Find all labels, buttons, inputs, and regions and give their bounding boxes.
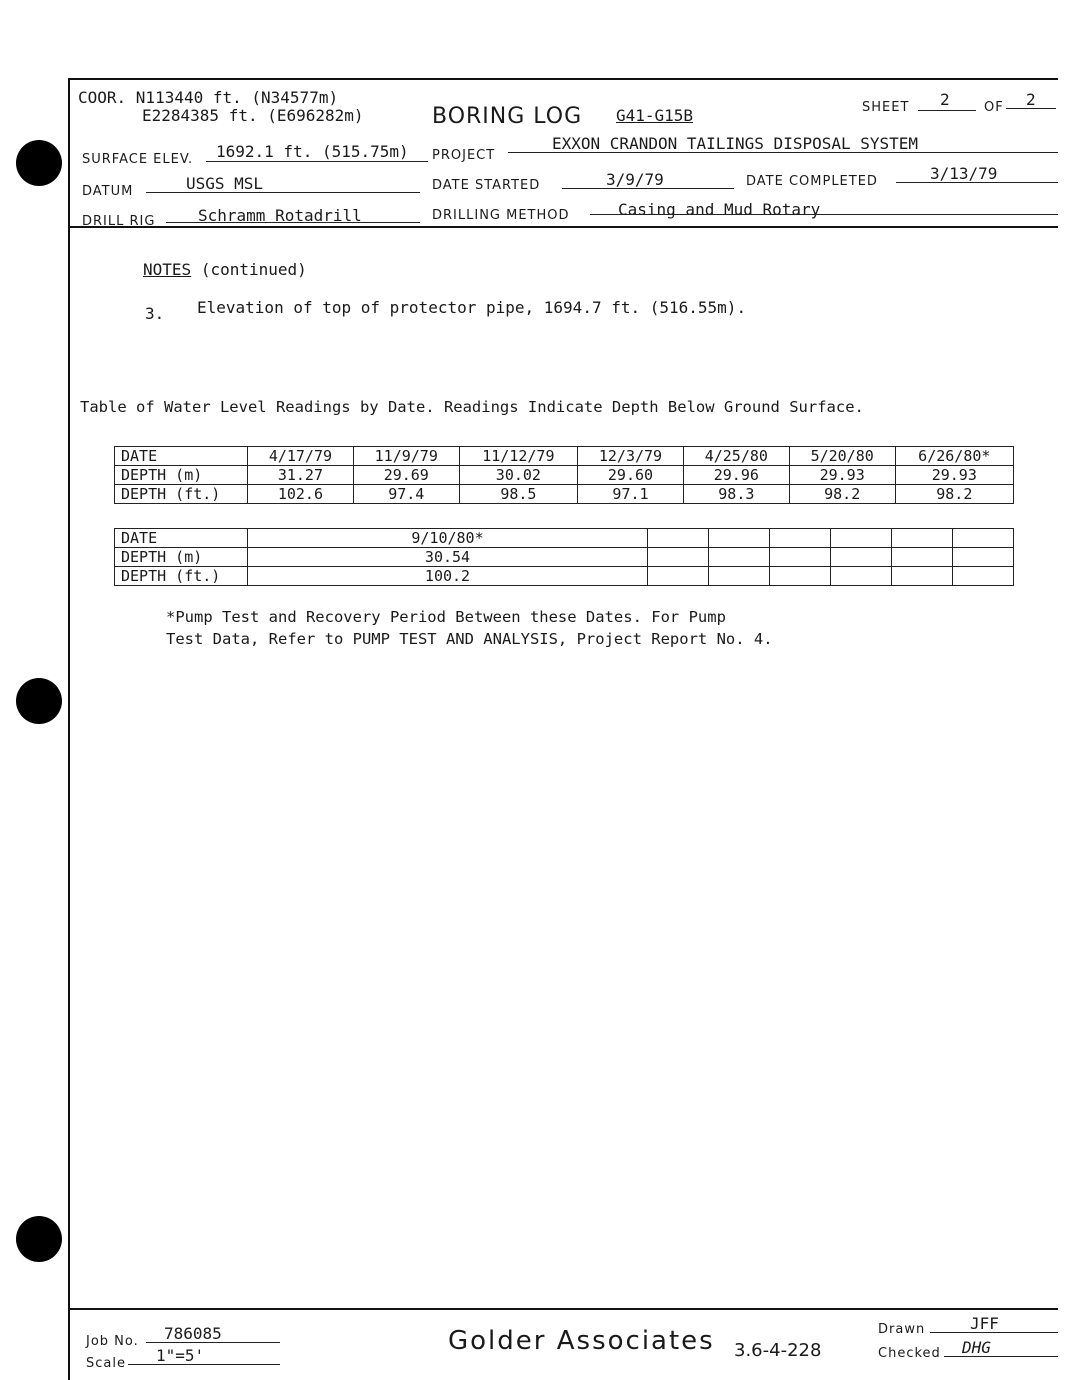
table-cell [648,548,709,567]
drawn-value: JFF [970,1314,999,1333]
table-cell: 4/17/79 [248,447,354,466]
table-cell [830,529,891,548]
table-cell: 98.2 [789,485,895,504]
header-divider [68,226,1058,228]
table-cell [891,529,952,548]
of-label: OF [984,100,1004,115]
table-cell [708,529,769,548]
table-cell [769,548,830,567]
table-cell: 30.54 [248,548,648,567]
table-cell: 11/12/79 [459,447,577,466]
date-started-label: DATE STARTED [432,178,541,193]
table-cell: 29.93 [789,466,895,485]
scale-label: Scale [86,1356,126,1371]
table-cell: 6/26/80* [895,447,1013,466]
table-cell [830,548,891,567]
table-cell: 29.93 [895,466,1013,485]
project-line [508,152,1058,153]
drill-rig-value: Schramm Rotadrill [198,206,362,225]
frame-left-border [68,78,70,1380]
sheet-number-line [918,110,976,111]
table-row [115,529,1014,548]
frame-top-border [68,78,1058,80]
document-reference: 3.6-4-228 [734,1340,822,1361]
datum-label: DATUM [82,184,134,199]
water-level-table-2 [114,528,1014,586]
drilling-method-line [590,214,1058,215]
drill-rig-line [166,222,420,223]
table-cell: DEPTH (m) [115,466,248,485]
table-cell: 4/25/80 [683,447,789,466]
project-value: EXXON CRANDON TAILINGS DISPOSAL SYSTEM [552,134,919,153]
table-cell: 97.4 [353,485,459,504]
job-number-line [146,1342,280,1343]
table-cell [769,567,830,586]
table-cell [648,567,709,586]
coordinates-line-2: E2284385 ft. (E696282m) [142,106,364,125]
footer-divider [68,1308,1058,1310]
table-row [115,466,1014,485]
boring-log-id: G41-G15B [616,106,694,125]
table-row [115,485,1014,504]
table-row [115,548,1014,567]
binder-hole-bottom [16,1216,62,1262]
checked-initials: DHG [962,1338,991,1357]
note-item-number: 3. [145,304,165,323]
table-cell: DEPTH (m) [115,548,248,567]
table-cell: 5/20/80 [789,447,895,466]
coordinates-line-1: COOR. N113440 ft. (N34577m) [78,88,339,107]
binder-hole-middle [16,678,62,724]
table-cell [891,548,952,567]
table-cell: 98.3 [683,485,789,504]
water-level-table-1 [114,446,1014,504]
table-row [115,567,1014,586]
date-started-line [562,188,734,189]
sheet-label: SHEET [862,100,910,115]
table-cell [952,529,1013,548]
table-cell [952,567,1013,586]
sheet-total-line [1006,108,1056,109]
binder-hole-top [16,140,62,186]
table-cell [708,567,769,586]
project-label: PROJECT [432,148,496,163]
company-name: Golder Associates [448,1326,715,1356]
date-completed-value: 3/13/79 [930,164,998,183]
datum-value: USGS MSL [186,174,264,193]
table-cell: 11/9/79 [353,447,459,466]
footnote-line-1: *Pump Test and Recovery Period Between these Dates. For Pump [166,608,726,626]
sheet-number: 2 [940,90,950,109]
checked-line [944,1356,1058,1357]
drawn-line [930,1332,1058,1333]
checked-label: Checked [878,1346,941,1361]
notes-heading [143,260,307,279]
drill-rig-label: DRILL RIG [82,214,156,229]
table-cell [891,567,952,586]
table-cell: 102.6 [248,485,354,504]
footnote-line-2: Test Data, Refer to PUMP TEST AND ANALYSIS, Project Report No. 4. [166,630,773,648]
table-cell: 9/10/80* [248,529,648,548]
job-number-label: Job No. [86,1334,139,1349]
table-cell: 98.2 [895,485,1013,504]
table-cell: DATE [115,529,248,548]
drilling-method-label: DRILLING METHOD [432,208,570,223]
table-cell [648,529,709,548]
date-started-value: 3/9/79 [606,170,664,189]
table-cell: 30.02 [459,466,577,485]
sheet-total: 2 [1026,90,1036,109]
scale-value: 1"=5' [156,1346,205,1365]
datum-line [146,192,420,193]
table-cell: 100.2 [248,567,648,586]
notes-heading-suffix: (continued) [200,260,307,279]
table-cell: DATE [115,447,248,466]
table-cell: 98.5 [459,485,577,504]
date-completed-label: DATE COMPLETED [746,174,878,189]
document-title: BORING LOG [432,104,583,129]
table-cell: 29.96 [683,466,789,485]
job-number-value: 786085 [164,1324,222,1343]
table-cell: DEPTH (ft.) [115,567,248,586]
table-cell: DEPTH (ft.) [115,485,248,504]
scale-line [128,1364,280,1365]
note-item-text: Elevation of top of protector pipe, 1694.7 ft. (516.55m). [197,298,747,317]
table-cell: 31.27 [248,466,354,485]
drilling-method-value: Casing and Mud Rotary [618,200,821,219]
surface-elev-line [206,161,428,162]
notes-heading-label: NOTES [143,260,192,279]
table-cell [708,548,769,567]
drawn-label: Drawn [878,1322,926,1337]
surface-elev-label: SURFACE ELEV. [82,152,194,167]
table-cell [952,548,1013,567]
table-cell: 97.1 [578,485,684,504]
table-row [115,447,1014,466]
table-cell: 29.69 [353,466,459,485]
table-cell: 29.60 [578,466,684,485]
surface-elev-value: 1692.1 ft. (515.75m) [216,142,409,161]
table-cell: 12/3/79 [578,447,684,466]
date-completed-line [896,182,1058,183]
table-cell [830,567,891,586]
table-caption: Table of Water Level Readings by Date. Readings Indicate Depth Below Ground Surface. [80,398,864,416]
table-cell [769,529,830,548]
